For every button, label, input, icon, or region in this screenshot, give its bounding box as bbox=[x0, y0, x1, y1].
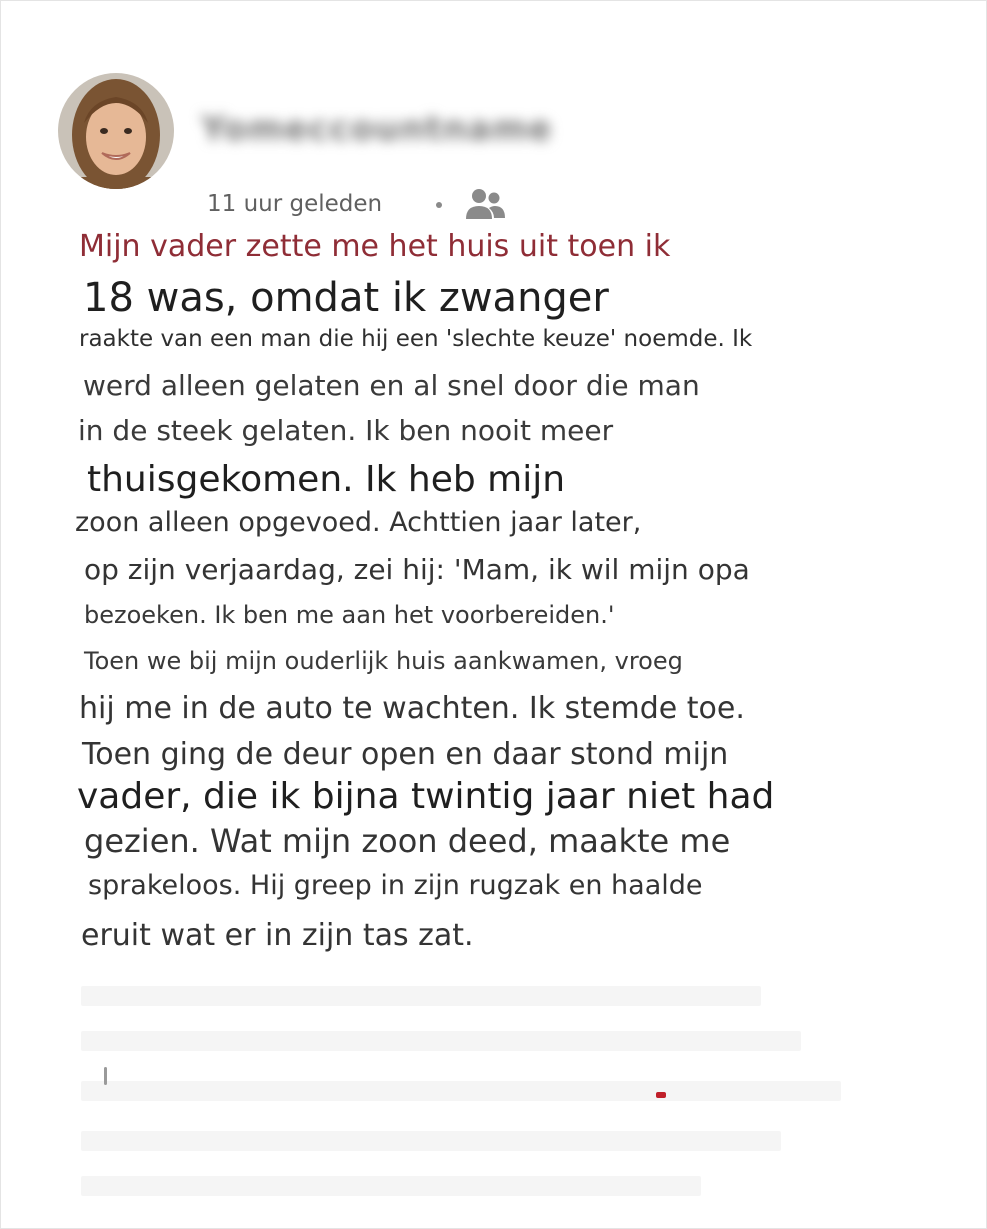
post-text-line: Mijn vader zette me het huis uit toen ik bbox=[79, 229, 671, 264]
post-text-line: bezoeken. Ik ben me aan het voorbereiden.' bbox=[84, 601, 615, 629]
post-text-line: sprakeloos. Hij greep in zijn rugzak en haalde bbox=[88, 870, 703, 901]
group-icon[interactable] bbox=[465, 187, 507, 221]
faded-text-remnant bbox=[81, 986, 761, 1006]
post-text-line: Toen we bij mijn ouderlijk huis aankwamen, vroeg bbox=[84, 647, 683, 675]
faded-text-remnant bbox=[81, 1176, 701, 1196]
avatar-image bbox=[58, 73, 174, 189]
artifact-speck bbox=[656, 1092, 666, 1098]
post-meta bbox=[207, 187, 507, 221]
post-timestamp[interactable]: 11 uur geleden bbox=[207, 191, 383, 217]
post-text-line: Toen ging de deur open en daar stond mijn bbox=[82, 737, 729, 772]
post-text-line: raakte van een man die hij een 'slechte keuze' noemde. Ik bbox=[79, 326, 753, 352]
post-text-line: zoon alleen opgevoed. Achttien jaar later, bbox=[75, 507, 642, 538]
post-text-line: op zijn verjaardag, zei hij: 'Mam, ik wil mijn opa bbox=[84, 553, 750, 586]
separator-dot-icon bbox=[436, 202, 442, 208]
post-text-line: in de steek gelaten. Ik ben nooit meer bbox=[78, 414, 614, 447]
faded-text-remnant bbox=[81, 1031, 801, 1051]
post-text-line: hij me in de auto te wachten. Ik stemde toe. bbox=[79, 691, 745, 726]
post-text-line: gezien. Wat mijn zoon deed, maakte me bbox=[84, 822, 731, 860]
avatar[interactable] bbox=[58, 73, 174, 189]
post-text-line: 18 was, omdat ik zwanger bbox=[83, 275, 609, 321]
post-text-line: werd alleen gelaten en al snel door die man bbox=[83, 369, 700, 402]
faded-text-remnant bbox=[81, 1081, 841, 1101]
faded-text-remnant bbox=[81, 1131, 781, 1151]
post-text-line: thuisgekomen. Ik heb mijn bbox=[87, 459, 566, 500]
post-text-line: eruit wat er in zijn tas zat. bbox=[81, 918, 474, 953]
post-text-line: vader, die ik bijna twintig jaar niet had bbox=[77, 776, 775, 817]
artifact-speck bbox=[104, 1067, 107, 1085]
author-name[interactable]: Yomeccountname bbox=[201, 109, 553, 149]
